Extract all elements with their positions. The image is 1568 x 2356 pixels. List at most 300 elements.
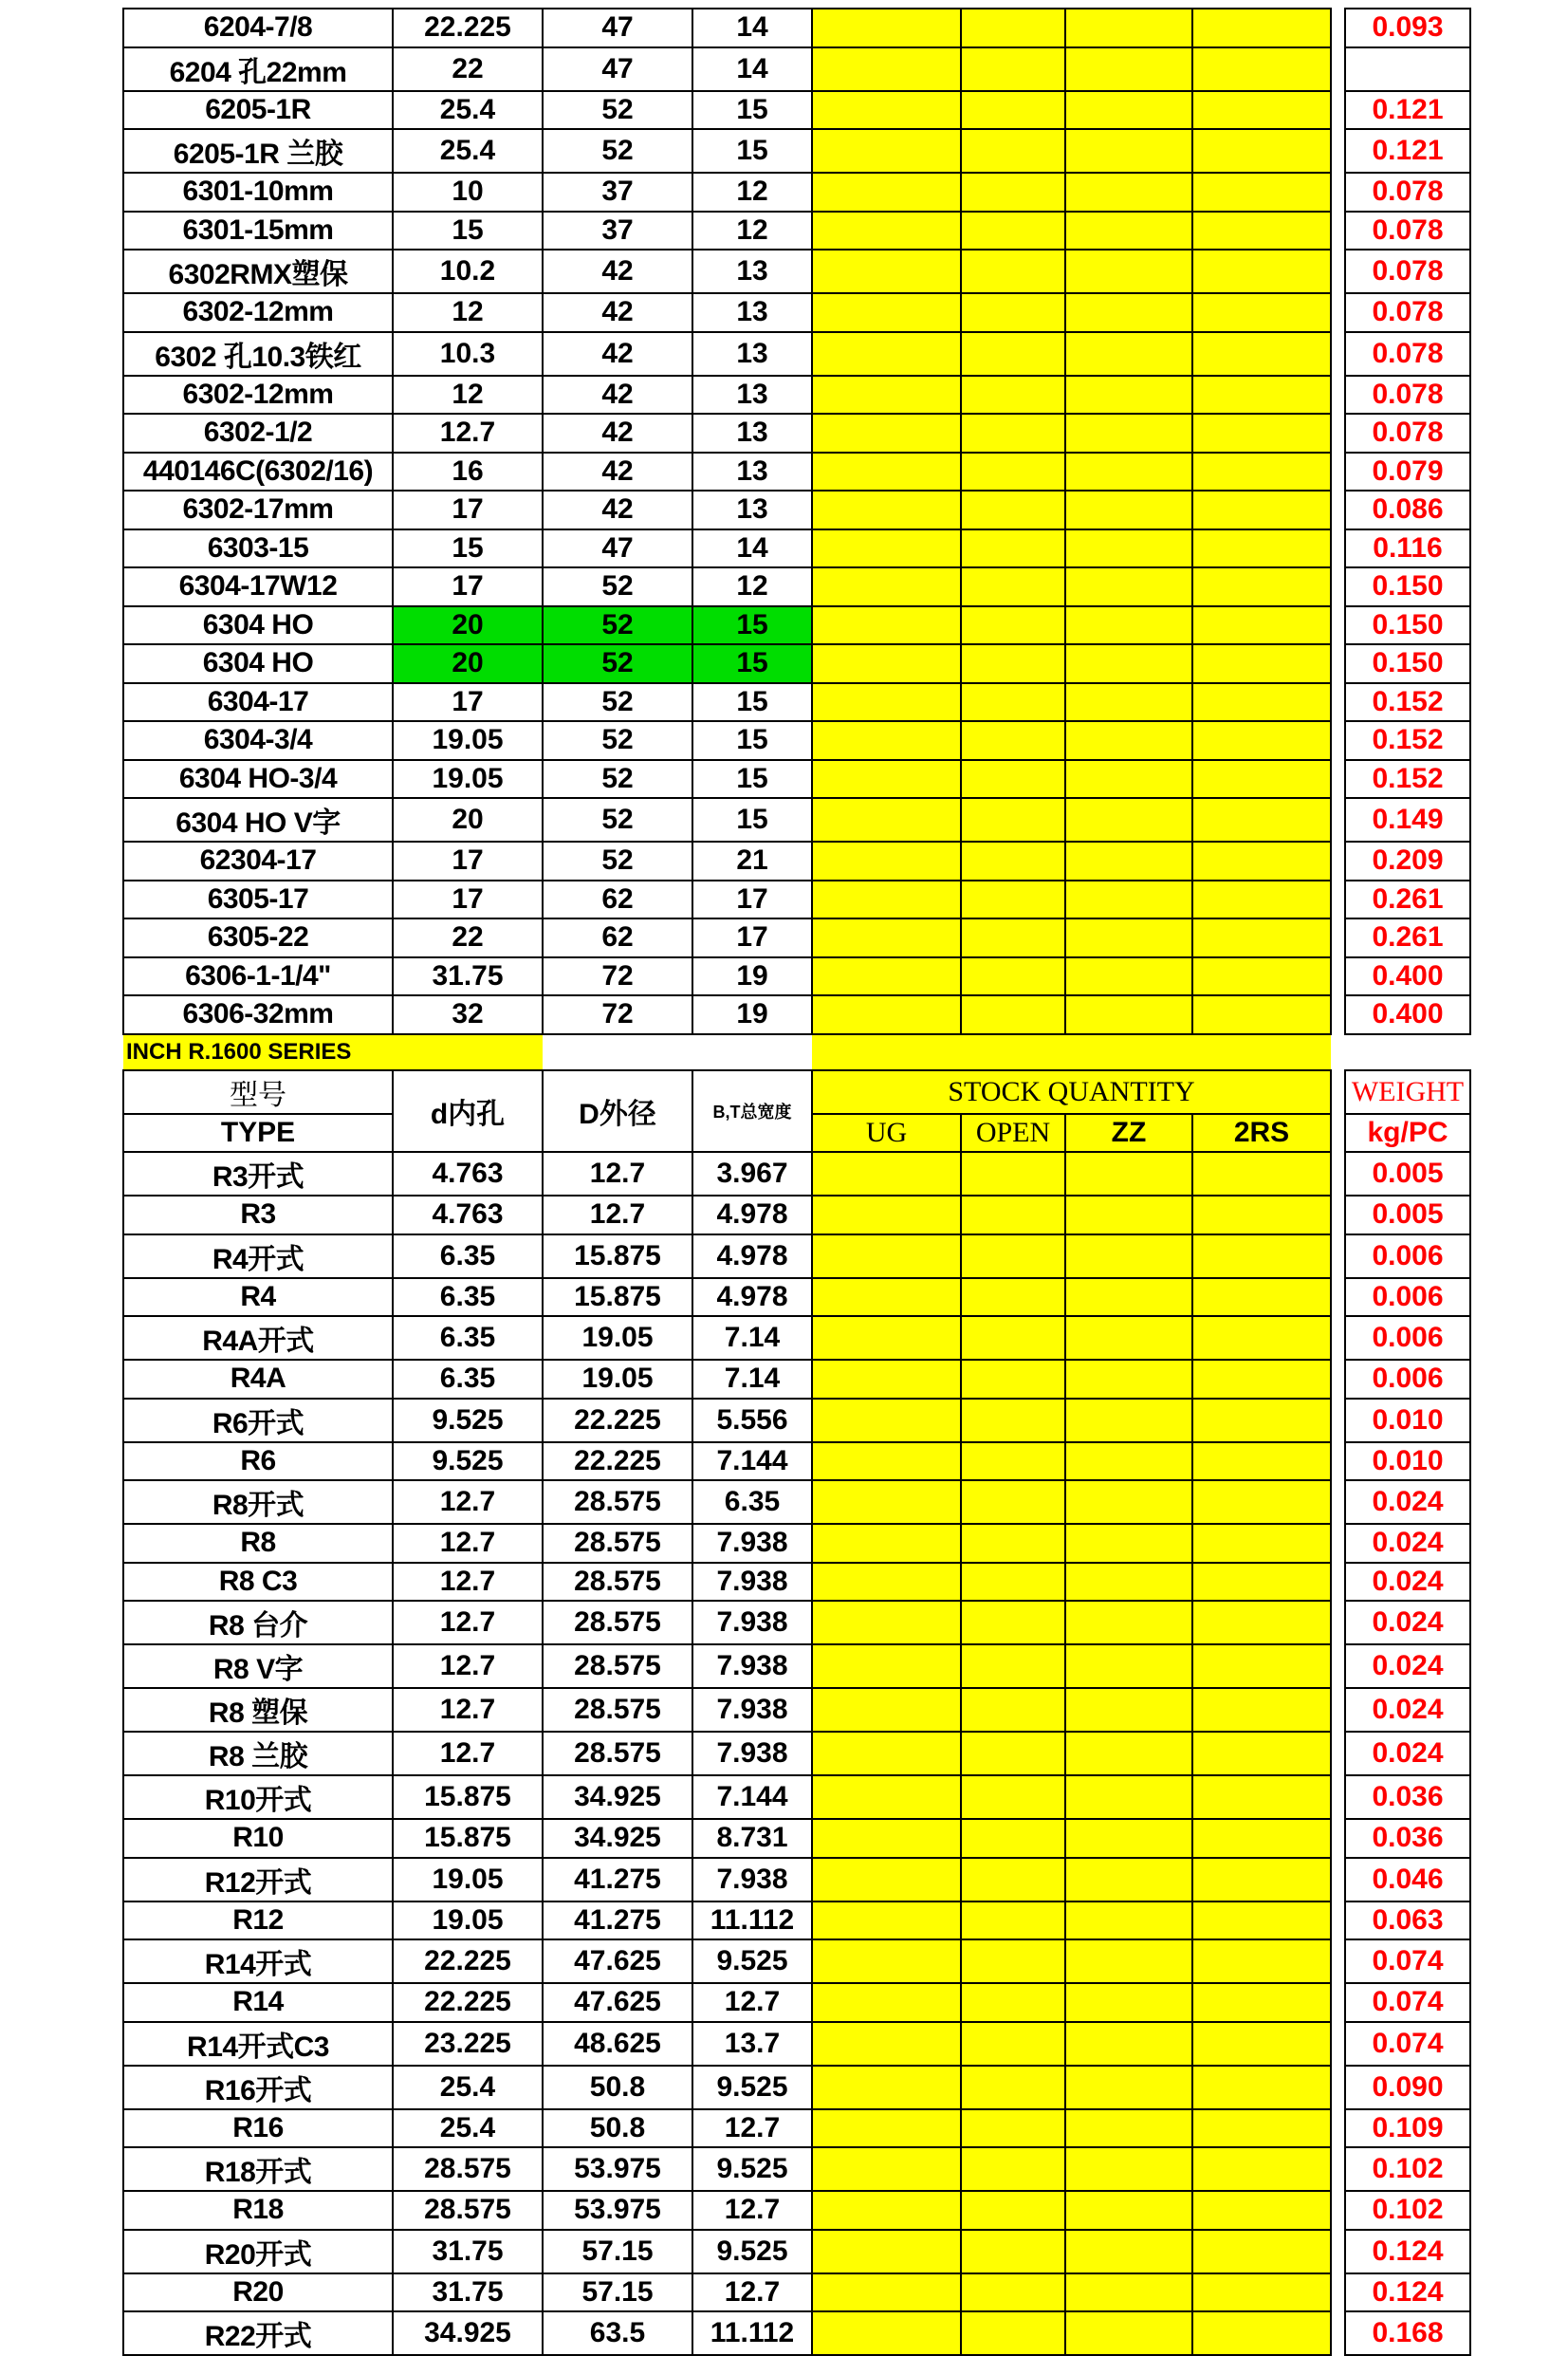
inner-diameter-cell: 15.875 — [393, 1819, 543, 1858]
stock-zz-cell — [1065, 2311, 1192, 2355]
table-row — [123, 798, 1470, 842]
stock-ug-cell — [812, 1688, 961, 1732]
table-row — [123, 491, 1470, 529]
width-cell: 7.938 — [692, 1732, 812, 1775]
stock-open-cell — [961, 957, 1065, 996]
stock-zz-cell — [1065, 47, 1192, 91]
weight-cell: 0.152 — [1345, 721, 1470, 760]
spacer-cell — [1331, 376, 1345, 415]
weight-cell: 0.150 — [1345, 606, 1470, 645]
weight-cell: 0.086 — [1345, 491, 1470, 529]
inner-diameter-cell: 20 — [393, 644, 543, 683]
series-row-blank-right — [1331, 1034, 1470, 1070]
outer-diameter-cell: 72 — [543, 957, 692, 996]
stock-zz-cell — [1065, 798, 1192, 842]
type-cell: R6 — [123, 1442, 393, 1481]
inner-diameter-cell: 12.7 — [393, 1563, 543, 1602]
weight-cell: 0.078 — [1345, 212, 1470, 250]
width-cell: 12.7 — [692, 1983, 812, 2022]
stock-open-cell — [961, 491, 1065, 529]
outer-diameter-cell: 53.975 — [543, 2191, 692, 2230]
stock-2rs-cell — [1192, 2022, 1331, 2066]
width-cell: 13 — [692, 332, 812, 376]
stock-ug-cell — [812, 567, 961, 606]
spacer-cell — [1331, 918, 1345, 957]
width-cell: 12.7 — [692, 2191, 812, 2230]
outer-diameter-cell: 47.625 — [543, 1983, 692, 2022]
weight-cell: 0.400 — [1345, 995, 1470, 1034]
stock-zz-cell — [1065, 957, 1192, 996]
stock-ug-cell — [812, 1196, 961, 1234]
outer-diameter-cell: 28.575 — [543, 1563, 692, 1602]
type-cell: 6205-1R 兰胶 — [123, 129, 393, 173]
table-row — [123, 1775, 1470, 1819]
width-cell: 17 — [692, 918, 812, 957]
outer-diameter-cell: 41.275 — [543, 1858, 692, 1901]
spacer-cell — [1331, 1524, 1345, 1563]
stock-ug-cell — [812, 1563, 961, 1602]
outer-diameter-cell: 52 — [543, 798, 692, 842]
weight-cell: 0.102 — [1345, 2191, 1470, 2230]
inner-diameter-cell: 25.4 — [393, 2109, 543, 2148]
width-cell: 13 — [692, 491, 812, 529]
spacer-cell — [1331, 332, 1345, 376]
stock-zz-cell — [1065, 212, 1192, 250]
outer-diameter-cell: 52 — [543, 606, 692, 645]
stock-ug-cell — [812, 1644, 961, 1688]
stock-ug-cell — [812, 1152, 961, 1196]
inner-diameter-cell: 22.225 — [393, 1939, 543, 1983]
weight-cell: 0.093 — [1345, 9, 1470, 47]
stock-open-cell — [961, 1152, 1065, 1196]
outer-diameter-cell: 28.575 — [543, 1732, 692, 1775]
stock-ug-cell — [812, 1360, 961, 1399]
inner-diameter-cell: 6.35 — [393, 1316, 543, 1360]
stock-ug-cell — [812, 918, 961, 957]
spacer-cell — [1331, 760, 1345, 799]
spacer-cell — [1331, 1901, 1345, 1940]
type-cell: 62304-17 — [123, 842, 393, 881]
stock-ug-cell — [812, 453, 961, 492]
stock-zz-cell — [1065, 1524, 1192, 1563]
stock-zz-cell — [1065, 1601, 1192, 1644]
width-cell: 13 — [692, 376, 812, 415]
table-row — [123, 1316, 1470, 1360]
stock-ug-cell — [812, 1819, 961, 1858]
inner-diameter-cell: 12.7 — [393, 1601, 543, 1644]
inch-rows — [123, 1152, 1470, 2355]
table-row — [123, 1399, 1470, 1442]
stock-2rs-cell — [1192, 2147, 1331, 2191]
table-row — [123, 91, 1470, 130]
table-row — [123, 721, 1470, 760]
stock-open-cell — [961, 1316, 1065, 1360]
inner-diameter-cell: 12.7 — [393, 1732, 543, 1775]
width-cell: 8.731 — [692, 1819, 812, 1858]
width-cell: 14 — [692, 529, 812, 568]
stock-ug-cell — [812, 1901, 961, 1940]
stock-open-cell — [961, 798, 1065, 842]
weight-cell: 0.074 — [1345, 1939, 1470, 1983]
stock-open-cell — [961, 9, 1065, 47]
spacer-cell — [1331, 1732, 1345, 1775]
weight-cell: 0.046 — [1345, 1858, 1470, 1901]
outer-diameter-cell: 48.625 — [543, 2022, 692, 2066]
spacer-cell — [1331, 91, 1345, 130]
width-cell: 9.525 — [692, 2066, 812, 2109]
stock-ug-cell — [812, 529, 961, 568]
stock-open-cell — [961, 212, 1065, 250]
type-cell: R14 — [123, 1983, 393, 2022]
spacer-cell — [1331, 1601, 1345, 1644]
type-cell: 6301-15mm — [123, 212, 393, 250]
stock-ug-cell — [812, 1480, 961, 1524]
outer-diameter-cell: 47 — [543, 529, 692, 568]
type-cell: R14开式 — [123, 1939, 393, 1983]
stock-open-cell — [961, 683, 1065, 722]
stock-open-cell — [961, 1196, 1065, 1234]
width-cell: 7.144 — [692, 1775, 812, 1819]
stock-2rs-cell — [1192, 721, 1331, 760]
stock-open-cell — [961, 1360, 1065, 1399]
table-row — [123, 2022, 1470, 2066]
weight-cell: 0.102 — [1345, 2147, 1470, 2191]
stock-ug-cell — [812, 2273, 961, 2312]
width-cell: 15 — [692, 721, 812, 760]
width-cell: 5.556 — [692, 1399, 812, 1442]
type-cell: R8 V字 — [123, 1644, 393, 1688]
type-cell: R16开式 — [123, 2066, 393, 2109]
inner-diameter-cell: 17 — [393, 567, 543, 606]
inner-diameter-cell: 15.875 — [393, 1775, 543, 1819]
spacer-cell — [1331, 606, 1345, 645]
inner-diameter-cell: 15 — [393, 529, 543, 568]
spacer-cell — [1331, 2311, 1345, 2355]
weight-cell: 0.078 — [1345, 414, 1470, 453]
stock-ug-cell — [812, 957, 961, 996]
stock-ug-cell — [812, 842, 961, 881]
width-cell: 7.14 — [692, 1360, 812, 1399]
outer-diameter-cell: 28.575 — [543, 1524, 692, 1563]
inner-diameter-cell: 34.925 — [393, 2311, 543, 2355]
stock-ug-cell — [812, 2147, 961, 2191]
stock-ug-cell — [812, 1278, 961, 1317]
inner-diameter-cell: 9.525 — [393, 1442, 543, 1481]
stock-open-cell — [961, 1901, 1065, 1940]
header-ug: UG — [812, 1114, 961, 1153]
stock-2rs-cell — [1192, 1316, 1331, 1360]
weight-cell: 0.116 — [1345, 529, 1470, 568]
width-cell: 12 — [692, 212, 812, 250]
weight-cell: 0.006 — [1345, 1278, 1470, 1317]
stock-zz-cell — [1065, 1152, 1192, 1196]
stock-open-cell — [961, 1858, 1065, 1901]
spacer-cell — [1331, 250, 1345, 293]
inner-diameter-cell: 20 — [393, 606, 543, 645]
weight-cell: 0.078 — [1345, 376, 1470, 415]
stock-2rs-cell — [1192, 1775, 1331, 1819]
stock-zz-cell — [1065, 918, 1192, 957]
stock-zz-cell — [1065, 9, 1192, 47]
stock-open-cell — [961, 1644, 1065, 1688]
stock-2rs-cell — [1192, 1152, 1331, 1196]
stock-zz-cell — [1065, 2273, 1192, 2312]
stock-2rs-cell — [1192, 2311, 1331, 2355]
type-cell: 6302-1/2 — [123, 414, 393, 453]
stock-ug-cell — [812, 2191, 961, 2230]
stock-open-cell — [961, 1732, 1065, 1775]
inner-diameter-cell: 19.05 — [393, 721, 543, 760]
table-row — [123, 293, 1470, 332]
outer-diameter-cell: 52 — [543, 91, 692, 130]
table-row — [123, 567, 1470, 606]
stock-2rs-cell — [1192, 1732, 1331, 1775]
stock-ug-cell — [812, 1732, 961, 1775]
weight-cell: 0.074 — [1345, 1983, 1470, 2022]
stock-2rs-cell — [1192, 414, 1331, 453]
stock-ug-cell — [812, 129, 961, 173]
stock-2rs-cell — [1192, 760, 1331, 799]
stock-open-cell — [961, 453, 1065, 492]
table-row — [123, 2191, 1470, 2230]
stock-2rs-cell — [1192, 376, 1331, 415]
table-row — [123, 1644, 1470, 1688]
table-row — [123, 1939, 1470, 1983]
stock-ug-cell — [812, 47, 961, 91]
stock-ug-cell — [812, 212, 961, 250]
stock-open-cell — [961, 721, 1065, 760]
spacer-cell — [1331, 293, 1345, 332]
type-cell: 6305-17 — [123, 881, 393, 919]
type-cell: 6304-3/4 — [123, 721, 393, 760]
type-cell: 6302-12mm — [123, 293, 393, 332]
type-cell: R4开式 — [123, 1234, 393, 1278]
spacer-cell — [1331, 491, 1345, 529]
width-cell: 11.112 — [692, 2311, 812, 2355]
header-inner-diameter: d内孔 — [393, 1070, 543, 1153]
table-row — [123, 918, 1470, 957]
stock-open-cell — [961, 2191, 1065, 2230]
type-cell: 6205-1R — [123, 91, 393, 130]
inner-diameter-cell: 16 — [393, 453, 543, 492]
inner-diameter-cell: 15 — [393, 212, 543, 250]
spacer-cell — [1331, 2191, 1345, 2230]
type-cell: R3 — [123, 1196, 393, 1234]
stock-zz-cell — [1065, 2109, 1192, 2148]
stock-zz-cell — [1065, 606, 1192, 645]
width-cell: 21 — [692, 842, 812, 881]
inner-diameter-cell: 19.05 — [393, 760, 543, 799]
stock-open-cell — [961, 918, 1065, 957]
inner-diameter-cell: 17 — [393, 683, 543, 722]
stock-ug-cell — [812, 1601, 961, 1644]
spacer-cell — [1331, 1983, 1345, 2022]
spacer-cell — [1331, 173, 1345, 212]
spacer-cell — [1331, 129, 1345, 173]
inner-diameter-cell: 22 — [393, 47, 543, 91]
stock-open-cell — [961, 2230, 1065, 2273]
width-cell: 4.978 — [692, 1278, 812, 1317]
stock-zz-cell — [1065, 2147, 1192, 2191]
table-row — [123, 1234, 1470, 1278]
stock-zz-cell — [1065, 1688, 1192, 1732]
inner-diameter-cell: 25.4 — [393, 129, 543, 173]
type-cell: 6306-32mm — [123, 995, 393, 1034]
stock-2rs-cell — [1192, 1983, 1331, 2022]
stock-open-cell — [961, 47, 1065, 91]
stock-open-cell — [961, 293, 1065, 332]
stock-ug-cell — [812, 995, 961, 1034]
weight-cell: 0.124 — [1345, 2230, 1470, 2273]
type-cell: R20 — [123, 2273, 393, 2312]
table-row — [123, 2230, 1470, 2273]
type-cell: R8 台介 — [123, 1601, 393, 1644]
table-row — [123, 1278, 1470, 1317]
width-cell: 15 — [692, 606, 812, 645]
table-row — [123, 1688, 1470, 1732]
stock-2rs-cell — [1192, 293, 1331, 332]
spacer-cell — [1331, 1316, 1345, 1360]
width-cell: 7.938 — [692, 1688, 812, 1732]
stock-ug-cell — [812, 721, 961, 760]
spacer-cell — [1331, 798, 1345, 842]
stock-zz-cell — [1065, 1563, 1192, 1602]
inner-diameter-cell: 19.05 — [393, 1858, 543, 1901]
type-cell: 6304 HO — [123, 606, 393, 645]
stock-open-cell — [961, 1983, 1065, 2022]
table-row — [123, 2109, 1470, 2148]
type-cell: R16 — [123, 2109, 393, 2148]
spacer-cell — [1331, 2230, 1345, 2273]
stock-zz-cell — [1065, 376, 1192, 415]
type-cell: R6开式 — [123, 1399, 393, 1442]
spacer-cell — [1331, 212, 1345, 250]
width-cell: 11.112 — [692, 1901, 812, 1940]
outer-diameter-cell: 62 — [543, 881, 692, 919]
stock-2rs-cell — [1192, 995, 1331, 1034]
spacer-cell — [1331, 1480, 1345, 1524]
stock-2rs-cell — [1192, 250, 1331, 293]
weight-cell: 0.010 — [1345, 1399, 1470, 1442]
type-cell: 6302-17mm — [123, 491, 393, 529]
stock-2rs-cell — [1192, 129, 1331, 173]
stock-2rs-cell — [1192, 842, 1331, 881]
stock-zz-cell — [1065, 1732, 1192, 1775]
inner-diameter-cell: 12.7 — [393, 1524, 543, 1563]
type-cell: R4A开式 — [123, 1316, 393, 1360]
stock-zz-cell — [1065, 173, 1192, 212]
type-cell: R10开式 — [123, 1775, 393, 1819]
spacer-cell — [1331, 2109, 1345, 2148]
spacer-cell — [1331, 683, 1345, 722]
weight-cell: 0.078 — [1345, 293, 1470, 332]
stock-open-cell — [961, 760, 1065, 799]
type-cell: 6304-17 — [123, 683, 393, 722]
outer-diameter-cell: 52 — [543, 683, 692, 722]
stock-ug-cell — [812, 1775, 961, 1819]
inner-diameter-cell: 31.75 — [393, 2230, 543, 2273]
inner-diameter-cell: 6.35 — [393, 1278, 543, 1317]
table-row — [123, 644, 1470, 683]
outer-diameter-cell: 52 — [543, 842, 692, 881]
width-cell: 7.938 — [692, 1858, 812, 1901]
width-cell: 19 — [692, 957, 812, 996]
width-cell: 13.7 — [692, 2022, 812, 2066]
stock-ug-cell — [812, 293, 961, 332]
weight-cell: 0.024 — [1345, 1480, 1470, 1524]
weight-cell: 0.024 — [1345, 1688, 1470, 1732]
table-row — [123, 1563, 1470, 1602]
spacer-cell — [1331, 47, 1345, 91]
weight-cell: 0.150 — [1345, 567, 1470, 606]
weight-cell: 0.121 — [1345, 129, 1470, 173]
type-cell: 6306-1-1/4" — [123, 957, 393, 996]
weight-cell: 0.024 — [1345, 1601, 1470, 1644]
header-gap — [1331, 1114, 1345, 1153]
weight-cell: 0.010 — [1345, 1442, 1470, 1481]
series-row-blank — [543, 1034, 812, 1070]
stock-open-cell — [961, 91, 1065, 130]
outer-diameter-cell: 42 — [543, 491, 692, 529]
table-row — [123, 376, 1470, 415]
stock-open-cell — [961, 1775, 1065, 1819]
weight-cell: 0.024 — [1345, 1644, 1470, 1688]
table-row — [123, 1732, 1470, 1775]
stock-zz-cell — [1065, 2191, 1192, 2230]
stock-2rs-cell — [1192, 1858, 1331, 1901]
stock-zz-cell — [1065, 1360, 1192, 1399]
type-cell: 6305-22 — [123, 918, 393, 957]
stock-2rs-cell — [1192, 1524, 1331, 1563]
table-row — [123, 2066, 1470, 2109]
weight-cell: 0.152 — [1345, 683, 1470, 722]
outer-diameter-cell: 28.575 — [543, 1644, 692, 1688]
stock-zz-cell — [1065, 2022, 1192, 2066]
table-row — [123, 1360, 1470, 1399]
stock-open-cell — [961, 2273, 1065, 2312]
outer-diameter-cell: 34.925 — [543, 1819, 692, 1858]
outer-diameter-cell: 42 — [543, 332, 692, 376]
type-cell: R8 兰胶 — [123, 1732, 393, 1775]
stock-2rs-cell — [1192, 47, 1331, 91]
table-row — [123, 881, 1470, 919]
stock-ug-cell — [812, 798, 961, 842]
stock-2rs-cell — [1192, 1399, 1331, 1442]
type-cell: R4 — [123, 1278, 393, 1317]
outer-diameter-cell: 52 — [543, 129, 692, 173]
header-open: OPEN — [961, 1114, 1065, 1153]
stock-ug-cell — [812, 2109, 961, 2148]
stock-2rs-cell — [1192, 1819, 1331, 1858]
width-cell: 7.938 — [692, 1563, 812, 1602]
stock-2rs-cell — [1192, 332, 1331, 376]
stock-zz-cell — [1065, 995, 1192, 1034]
spacer-cell — [1331, 1196, 1345, 1234]
stock-ug-cell — [812, 376, 961, 415]
stock-ug-cell — [812, 644, 961, 683]
outer-diameter-cell: 72 — [543, 995, 692, 1034]
inner-diameter-cell: 10.2 — [393, 250, 543, 293]
width-cell: 12 — [692, 173, 812, 212]
series-row-stock-band — [812, 1034, 1331, 1070]
stock-2rs-cell — [1192, 91, 1331, 130]
bearing-stock-table — [122, 8, 1471, 2356]
stock-open-cell — [961, 1819, 1065, 1858]
spacer-cell — [1331, 644, 1345, 683]
weight-cell: 0.124 — [1345, 2273, 1470, 2312]
stock-2rs-cell — [1192, 606, 1331, 645]
type-cell: R8 塑保 — [123, 1688, 393, 1732]
